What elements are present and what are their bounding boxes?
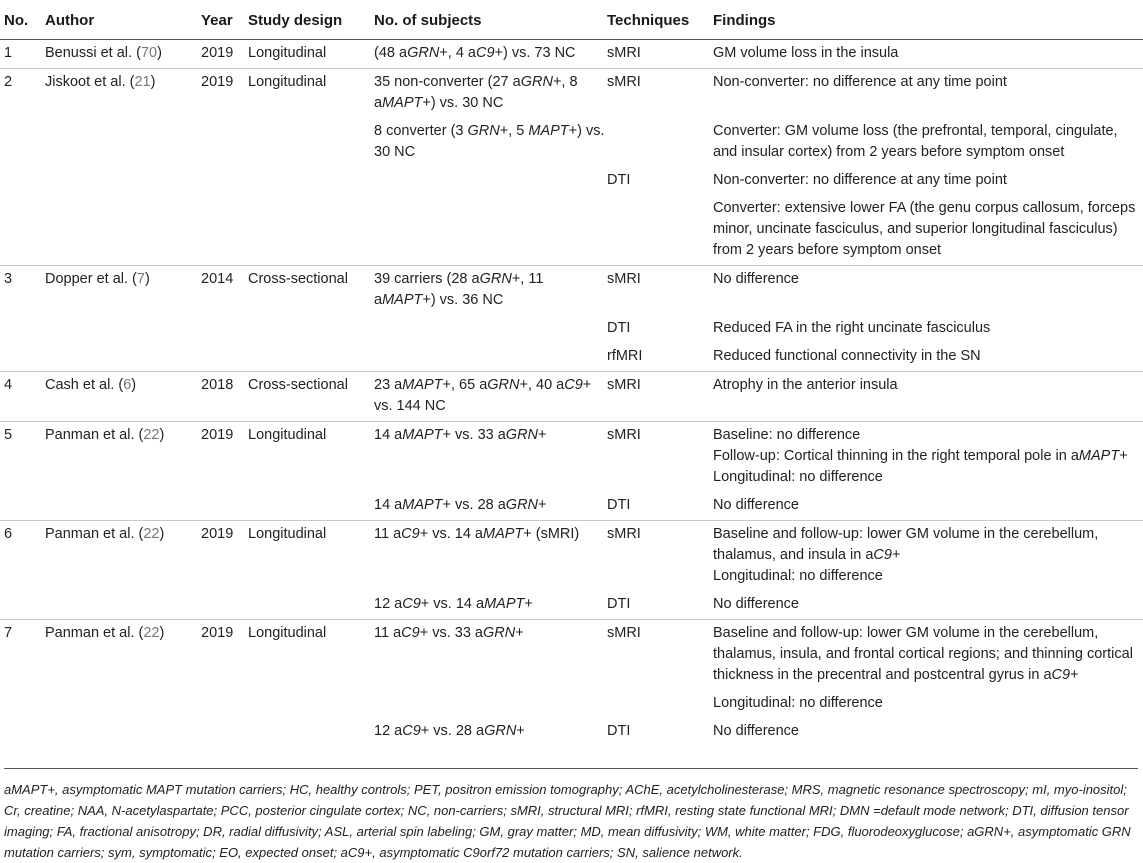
cell-technique: sMRI [607, 45, 641, 61]
cell-author: Dopper et al. (7) [45, 271, 150, 287]
table-row [0, 690, 1143, 718]
table-row [0, 492, 1143, 521]
cell-technique: sMRI [607, 526, 641, 542]
table-row [0, 620, 1143, 691]
cell-subjects: 39 carriers (28 aGRN+, 11 aMAPT+) vs. 36 NC [374, 271, 544, 308]
cell-subjects: 11 aC9+ vs. 33 aGRN+ [374, 625, 524, 641]
cell-findings: Baseline and follow-up: lower GM volume in the cerebellum, thalamus, and insula in aC9+ Longitudinal: no difference [713, 526, 1099, 584]
cell-design: Cross-sectional [248, 271, 348, 287]
cell-technique: rfMRI [607, 348, 643, 364]
cell-findings: Non-converter: no difference at any time point [713, 74, 1007, 90]
cell-subjects: 8 converter (3 GRN+, 5 MAPT+) vs. 30 NC [374, 123, 605, 160]
col-header-author: Author [45, 12, 95, 29]
cell-design: Longitudinal [248, 74, 327, 90]
cell-author: Jiskoot et al. (21) [45, 74, 156, 90]
col-header-year: Year [201, 12, 233, 29]
cell-findings: Baseline: no difference Follow-up: Cortical thinning in the right temporal pole in aMAPT+ Longitudinal: no difference [713, 427, 1128, 485]
cell-technique: sMRI [607, 271, 641, 287]
cell-year: 2019 [201, 625, 234, 641]
cell-findings: GM volume loss in the insula [713, 45, 899, 61]
col-header-study-design: Study design [248, 12, 343, 29]
cell-no: 4 [4, 377, 13, 393]
table-footnote: aMAPT+, asymptomatic MAPT mutation carriers; HC, healthy controls; PET, positron emission tomography; AChE, acetylcholinesterase; MRS, magnetic resonance spectroscopy; mI, myo-inositol; Cr, creatine; NAA, N-acetylaspartate; PCC, posterior cingulate cortex; NC, non-carriers; sMRI, structural MRI; rfMRI, resting state functional MRI; DMN =default mode network; DTI, diffusion tensor imaging; FA, fractional anisotropy; DR, radial diffusivity; ASL, arterial spin labeling; GM, gray matter; MD, mean diffusivity; WM, white matter; FDG, fluorodeoxyglucose; aGRN+, asymptomatic GRN mutation carriers; sym, symptomatic; EO, expected onset; aC9+, asymptomatic C9orf72 mutation carriers; SN, salience network. [4, 768, 1138, 863]
cell-design: Cross-sectional [248, 377, 348, 393]
cell-technique: sMRI [607, 625, 641, 641]
table-row [0, 167, 1143, 195]
cell-year: 2014 [201, 271, 234, 287]
cell-subjects: 12 aC9+ vs. 14 aMAPT+ [374, 596, 533, 612]
cell-no: 3 [4, 271, 13, 287]
table-row [0, 266, 1143, 316]
cell-findings: No difference [713, 497, 799, 513]
cell-technique: DTI [607, 320, 631, 336]
cell-design: Longitudinal [248, 427, 327, 443]
cell-no: 5 [4, 427, 13, 443]
cell-findings: Longitudinal: no difference [713, 695, 883, 711]
col-header-techniques: Techniques [607, 12, 690, 29]
cell-subjects: 14 aMAPT+ vs. 28 aGRN+ [374, 497, 547, 513]
cell-technique: sMRI [607, 74, 641, 90]
cell-author: Benussi et al. (70) [45, 45, 162, 61]
cell-author: Panman et al. (22) [45, 427, 165, 443]
cell-findings: Baseline and follow-up: lower GM volume in the cerebellum, thalamus, insula, and frontal cortical regions; and thinning cortical thickness in the precentral and postcentral gyrus in aC9+ [713, 625, 1133, 683]
table-row [0, 372, 1143, 422]
cell-subjects: 14 aMAPT+ vs. 33 aGRN+ [374, 427, 547, 443]
cell-subjects: 35 non-converter (27 aGRN+, 8 aMAPT+) vs. 30 NC [374, 74, 578, 111]
cell-findings: No difference [713, 271, 799, 287]
study-table [0, 4, 1143, 746]
table-row [0, 718, 1143, 746]
table-row [0, 591, 1143, 620]
cell-author: Panman et al. (22) [45, 625, 165, 641]
col-header-findings: Findings [713, 12, 776, 29]
cell-year: 2019 [201, 526, 234, 542]
cell-technique: sMRI [607, 377, 641, 393]
cell-author: Panman et al. (22) [45, 526, 165, 542]
cell-subjects: 11 aC9+ vs. 14 aMAPT+ (sMRI) [374, 526, 580, 542]
cell-technique: DTI [607, 723, 631, 739]
table-row [0, 315, 1143, 343]
cell-subjects: 23 aMAPT+, 65 aGRN+, 40 aC9+ vs. 144 NC [374, 377, 592, 414]
cell-findings: Reduced FA in the right uncinate fasciculus [713, 320, 991, 336]
cell-findings: No difference [713, 596, 799, 612]
table-row [0, 40, 1143, 69]
cell-design: Longitudinal [248, 45, 327, 61]
cell-technique: DTI [607, 497, 631, 513]
table-row [0, 118, 1143, 167]
table-row [0, 69, 1143, 119]
cell-subjects: (48 aGRN+, 4 aC9+) vs. 73 NC [374, 45, 576, 61]
table-row [0, 422, 1143, 493]
cell-findings: Converter: GM volume loss (the prefrontal, temporal, cingulate, and insular cortex) from 2 years before symptom onset [713, 123, 1118, 160]
cell-no: 7 [4, 625, 13, 641]
cell-design: Longitudinal [248, 625, 327, 641]
cell-findings: Atrophy in the anterior insula [713, 377, 898, 393]
col-header-no: No. [4, 12, 29, 29]
table-row [0, 195, 1143, 266]
cell-technique: sMRI [607, 427, 641, 443]
col-header-subjects: No. of subjects [374, 12, 482, 29]
cell-no: 6 [4, 526, 13, 542]
cell-year: 2019 [201, 427, 234, 443]
cell-year: 2019 [201, 45, 234, 61]
table-row [0, 521, 1143, 592]
cell-findings: Non-converter: no difference at any time point [713, 172, 1007, 188]
cell-author: Cash et al. (6) [45, 377, 137, 393]
table-row [0, 343, 1143, 372]
cell-findings: Converter: extensive lower FA (the genu corpus callosum, forceps minor, uncinate fasciculus, and superior longitudinal fasciculus) from 2 years before symptom onset [713, 200, 1136, 258]
cell-technique: DTI [607, 172, 631, 188]
cell-findings: No difference [713, 723, 799, 739]
header-row [0, 4, 1143, 40]
cell-design: Longitudinal [248, 526, 327, 542]
cell-subjects: 12 aC9+ vs. 28 aGRN+ [374, 723, 525, 739]
cell-findings: Reduced functional connectivity in the SN [713, 348, 981, 364]
cell-technique: DTI [607, 596, 631, 612]
cell-no: 1 [4, 45, 13, 61]
cell-year: 2019 [201, 74, 234, 90]
cell-no: 2 [4, 74, 13, 90]
cell-year: 2018 [201, 377, 234, 393]
